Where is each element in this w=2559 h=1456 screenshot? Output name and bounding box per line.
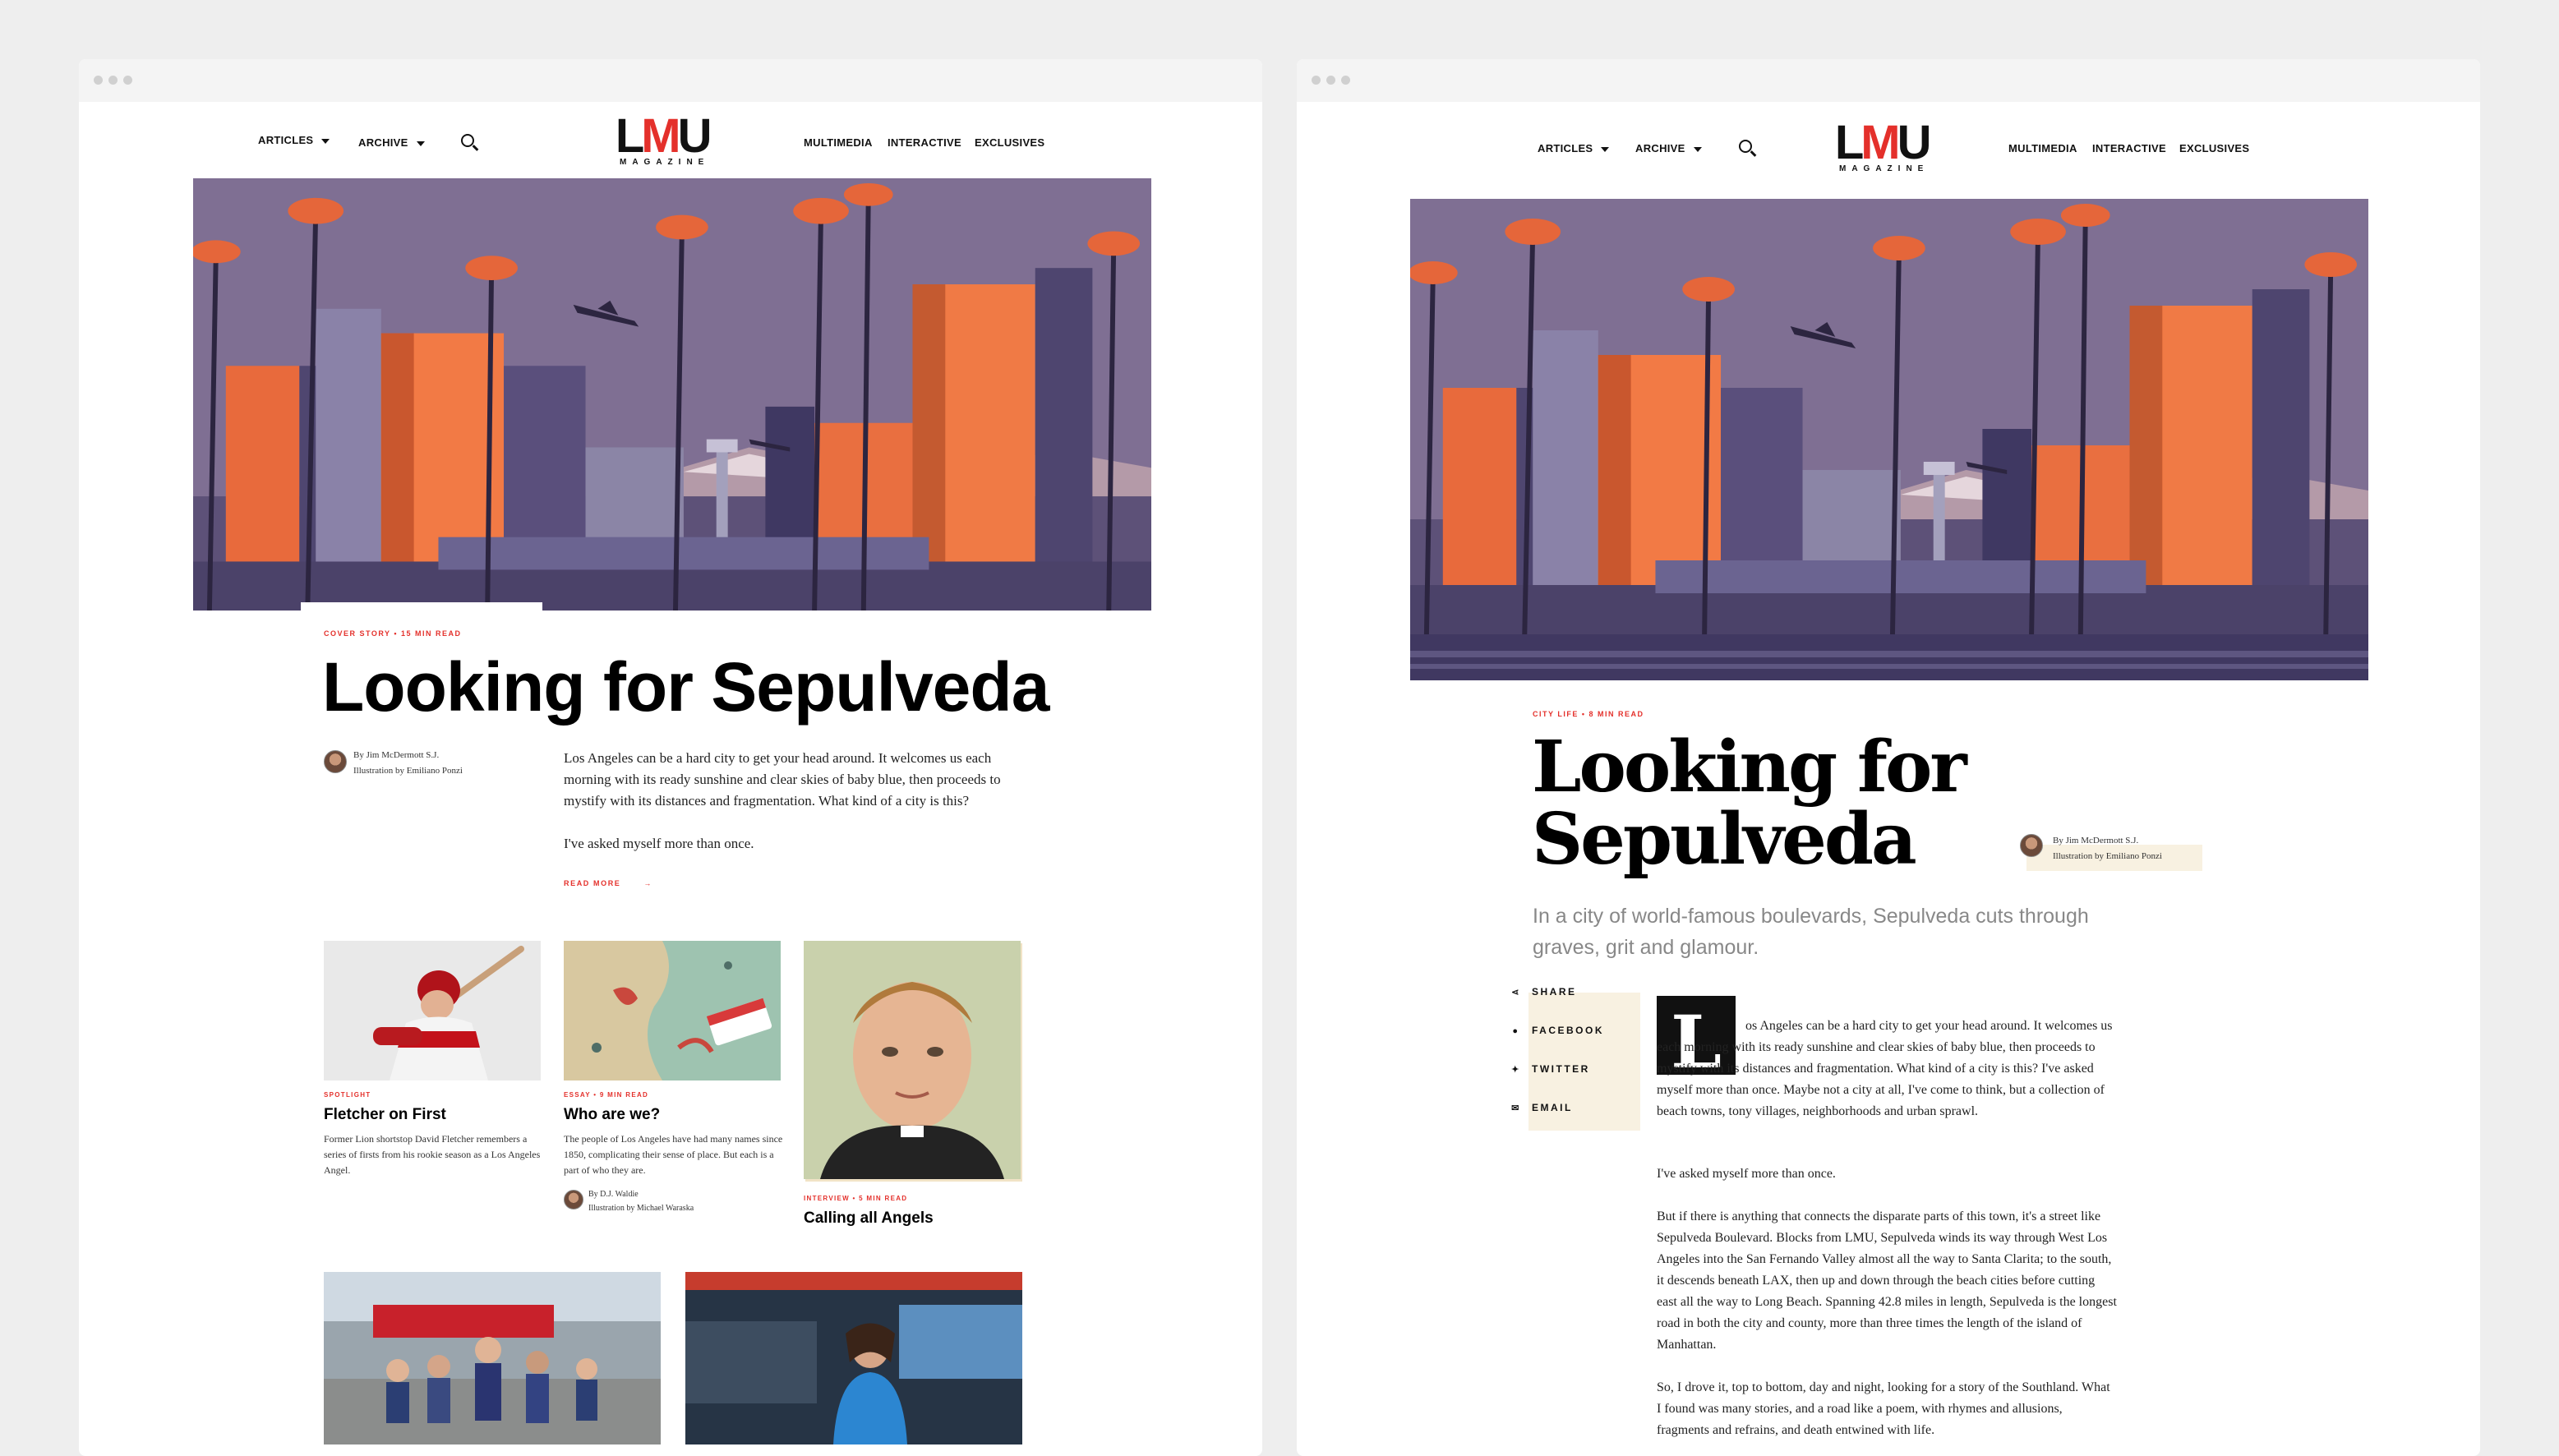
nav-exclusives[interactable]: EXCLUSIVES	[2179, 142, 2250, 154]
nav-archive[interactable]	[358, 136, 425, 149]
chevron-down-icon	[321, 139, 330, 144]
article-intro-2: I've asked myself more than once.	[564, 836, 754, 851]
article-subhead: In a city of world-famous boulevards, Sepulveda cuts through graves, grit and glamour.	[1533, 905, 2089, 959]
priest-portrait-image	[804, 941, 1021, 1179]
chevron-down-icon	[417, 141, 425, 146]
byline	[353, 748, 463, 779]
byline	[2053, 833, 2162, 864]
nav-multimedia[interactable]: MULTIMEDIA	[2008, 142, 2077, 154]
window-dot-icon[interactable]	[108, 76, 118, 85]
news-studio-image	[685, 1272, 1022, 1444]
logo-wordmark: LMU	[615, 109, 709, 163]
card-image-kids-event[interactable]	[324, 1272, 661, 1444]
nav-multimedia[interactable]: MULTIMEDIA	[804, 136, 873, 149]
card-byline-illustration: Illustration by Michael Waraska	[588, 1204, 694, 1213]
card-title[interactable]: Fletcher on First	[324, 1106, 446, 1123]
author-avatar	[564, 1190, 583, 1209]
article-paragraph-1-text: os Angeles can be a hard city to get your head around. It welcomes us each morning with its ready sunshine and clear skies of baby blue, then proceeds to mystify with its distances and fragmentation. What kind of a city is this? I've asked myself more than once. Maybe not a city at all, I've come to think, but a collection of beach towns, tony villages, neighborhoods and urban sprawl.	[1657, 1019, 2113, 1118]
share-label: ⋖ SHARE	[1511, 986, 1577, 998]
share-facebook-button[interactable]: ● FACEBOOK	[1510, 1025, 1604, 1037]
read-more-link[interactable]: READ MORE →	[564, 879, 653, 887]
search-icon[interactable]	[461, 134, 474, 147]
hero-illustration-image	[1410, 199, 2368, 634]
article-paragraph-4: So, I drove it, top to bottom, day and night, looking for a story of the Southland. What I found was many stories, and a road like a poem, with rhymes and allusions, fragments and refrains, and death entwined with life.	[1657, 1380, 2110, 1437]
article-intro: Los Angeles can be a hard city to get your head around. It welcomes us each morning with its ready sunshine and clear skies of baby blue, then proceeds to mystify with its distances and fragmentation. What kind of a city is this?	[564, 750, 1001, 809]
browser-window-article	[1297, 59, 2480, 1456]
card-byline	[588, 1187, 694, 1215]
card-image-who-are-we[interactable]	[564, 941, 781, 1080]
card-byline-author: By D.J. Waldie	[588, 1190, 639, 1199]
article-title[interactable]: Looking for Sepulveda	[322, 648, 1049, 726]
card-kicker: INTERVIEW • 5 MIN READ	[804, 1195, 908, 1202]
nav-interactive[interactable]: INTERACTIVE	[2092, 142, 2166, 154]
share-email-button[interactable]: ✉ EMAIL	[1511, 1102, 1573, 1113]
card-title[interactable]: Calling all Angels	[804, 1209, 934, 1227]
article-title[interactable]	[1532, 726, 1965, 881]
nav-articles[interactable]	[1538, 142, 1609, 154]
byline-author: By Jim McDermott S.J.	[2053, 836, 2139, 845]
arrow-right-icon: →	[643, 879, 653, 887]
card-desc: The people of Los Angeles have had many names since 1850, complicating their sense of place. But each is a part of who they are.	[564, 1133, 783, 1176]
share-icon: ⋖	[1511, 987, 1521, 998]
card-desc: Former Lion shortstop David Fletcher remembers a series of firsts from his rookie season as a Los Angeles Angel.	[324, 1133, 541, 1176]
nav-articles-label: ARTICLES	[1538, 142, 1593, 154]
card-kicker: SPOTLIGHT	[324, 1091, 371, 1099]
nav-articles-label: ARTICLES	[258, 134, 314, 146]
hero-stripe	[1410, 651, 2368, 657]
browser-window-homepage	[79, 59, 1262, 1456]
article-title-line1: Looking for	[1532, 726, 1965, 809]
kids-event-image	[324, 1272, 661, 1444]
window-dot-icon[interactable]	[1312, 76, 1321, 85]
article-kicker: CITY LIFE • 8 MIN READ	[1533, 710, 1644, 718]
article-title-line2: Sepulveda	[1532, 798, 1915, 881]
hero-illustration-image	[193, 178, 1151, 611]
nav-interactive[interactable]: INTERACTIVE	[888, 136, 961, 149]
twitter-icon: ✦	[1511, 1064, 1521, 1075]
facebook-icon: ●	[1512, 1025, 1520, 1036]
window-dot-icon[interactable]	[1341, 76, 1350, 85]
lmu-logo[interactable]	[1834, 116, 1930, 174]
nav-archive[interactable]	[1635, 142, 1702, 154]
card-title[interactable]: Who are we?	[564, 1106, 661, 1123]
hero-tab-notch	[301, 602, 542, 612]
share-twitter-button[interactable]: ✦ TWITTER	[1511, 1063, 1590, 1075]
article-paragraph-3: But if there is anything that connects the disparate parts of this town, it's a street like Sepulveda Boulevard. Blocks from LMU, Sepulveda winds its way through West Los Angeles into the San Fernando Valley almost all the way to Santa Clarita; to the south, it descends beneath LAX, then up and down through the beach cities before cutting east all the way to Long Beach. Spanning 42.8 miles in length, Sepulveda is the longest road in both the city and county, more than three times the length of the island of Manhattan.	[1657, 1209, 2117, 1352]
nav-archive-label: ARCHIVE	[358, 136, 408, 149]
browser-chrome	[79, 59, 1262, 102]
nav-exclusives[interactable]: EXCLUSIVES	[975, 136, 1045, 149]
byline-illustration: Illustration by Emiliano Ponzi	[353, 766, 463, 776]
chevron-down-icon	[1601, 147, 1609, 152]
hero-illustration[interactable]	[1410, 199, 2368, 680]
article-paragraph-2: I've asked myself more than once.	[1657, 1167, 1836, 1181]
article-kicker: COVER STORY • 15 MIN READ	[324, 629, 462, 638]
card-image-calling-all-angels[interactable]	[804, 941, 1021, 1179]
baseball-player-image	[324, 941, 541, 1080]
window-dot-icon[interactable]	[94, 76, 103, 85]
logo-sub: MAGAZINE	[620, 158, 710, 167]
author-avatar	[2020, 834, 2043, 857]
hero-stripe	[1410, 664, 2368, 669]
byline-illustration: Illustration by Emiliano Ponzi	[2053, 851, 2162, 861]
author-avatar	[324, 750, 347, 773]
article-paragraph-1	[1657, 1016, 2117, 1122]
chevron-down-icon	[1694, 147, 1702, 152]
drop-cap: L	[1657, 996, 1736, 1075]
card-kicker: ESSAY • 9 MIN READ	[564, 1091, 649, 1099]
logo-wordmark: LMU	[1834, 116, 1929, 169]
browser-chrome	[1297, 59, 2480, 102]
email-icon: ✉	[1511, 1103, 1521, 1113]
map-illustration-image	[564, 941, 781, 1080]
window-dot-icon[interactable]	[123, 76, 132, 85]
lmu-logo[interactable]	[615, 109, 710, 168]
nav-archive-label: ARCHIVE	[1635, 142, 1685, 154]
nav-articles[interactable]	[258, 134, 330, 146]
card-image-fletcher[interactable]	[324, 941, 541, 1080]
search-icon[interactable]	[1739, 140, 1752, 153]
byline-author: By Jim McDermott S.J.	[353, 750, 440, 760]
hero-illustration[interactable]	[193, 178, 1151, 611]
window-dot-icon[interactable]	[1326, 76, 1335, 85]
logo-sub: MAGAZINE	[1839, 164, 1930, 173]
card-image-news-studio[interactable]	[685, 1272, 1022, 1444]
